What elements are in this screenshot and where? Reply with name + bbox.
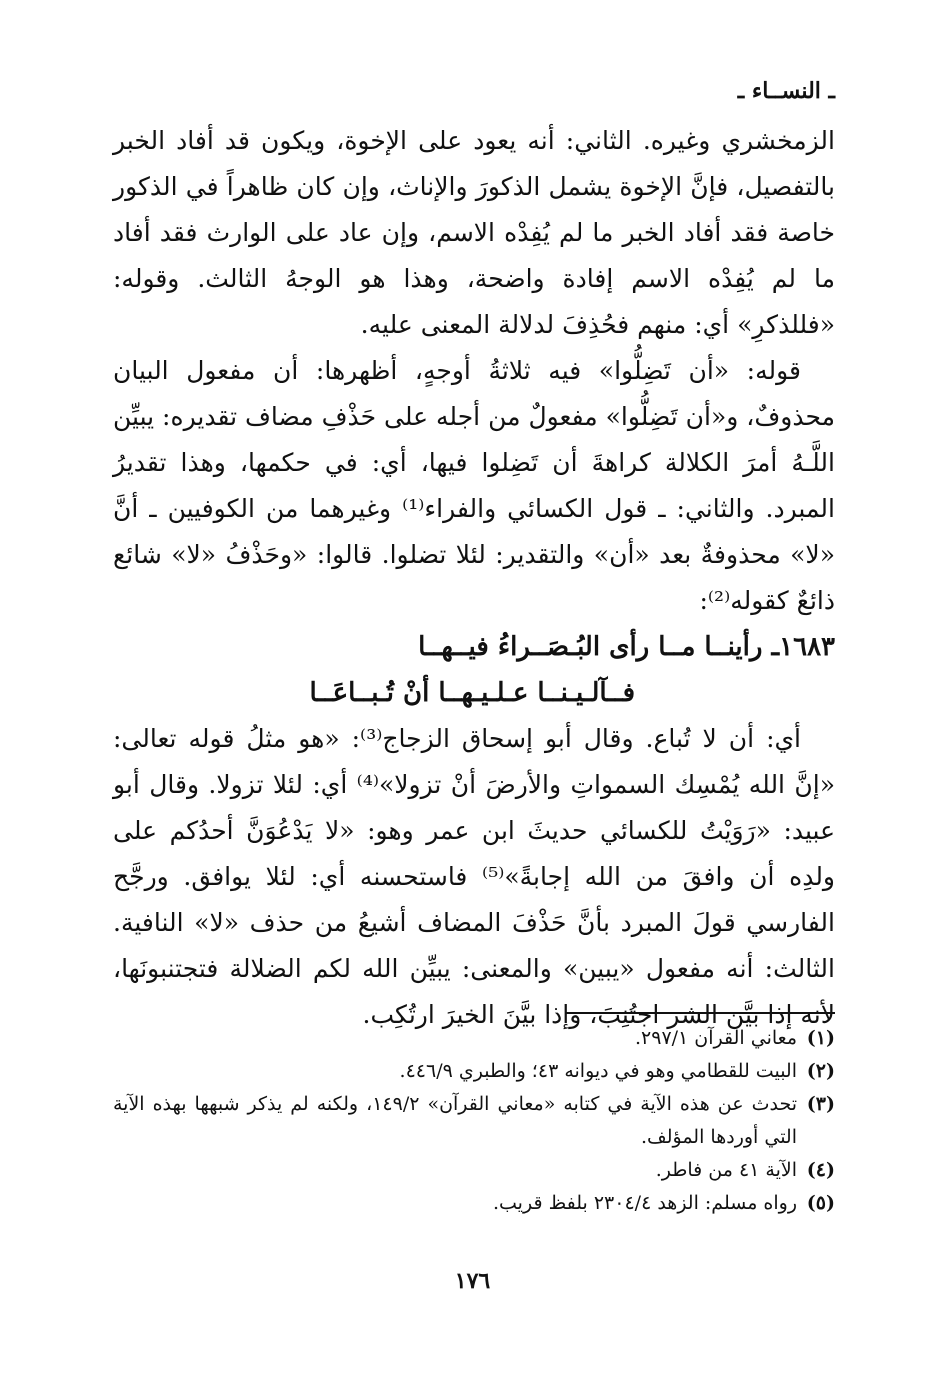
footnote-text: رواه مسلم: الزهد ٢٣٠٤/٤ بلفظ قريب. [492, 1192, 797, 1214]
page-number: ١٧٦ [454, 1268, 491, 1294]
footnote-item [113, 1055, 835, 1088]
footnote-item [113, 1154, 835, 1187]
poetry-verse [113, 624, 835, 716]
footnote-number: (١) [806, 1027, 835, 1049]
footnote-number: (٣) [806, 1093, 835, 1115]
footnote-separator [565, 1012, 835, 1014]
verse-line-1 [113, 624, 835, 670]
footnote-item [113, 1187, 835, 1220]
main-text [113, 118, 835, 1038]
verse-hemistich-1: رأينــا مــا رأى البُـصَــراءُ فيــهــا [418, 632, 763, 662]
footnote-text: الآية ٤١ من فاطر. [655, 1159, 797, 1181]
footnotes [113, 1022, 835, 1220]
footnote-number: (٥) [806, 1192, 835, 1214]
running-header: ـ النســاء ـ [737, 78, 835, 104]
footnote-item [113, 1088, 835, 1154]
footnote-text: معاني القرآن ٢٩٧/١. [634, 1027, 797, 1049]
footnote-text: تحدث عن هذه الآية في كتابه «معاني القرآن» ١٤٩/٢، ولكنه لم يذكر شبهها بهذه الآية التي أوردها المؤلف. [113, 1093, 797, 1148]
footnote-number: (٢) [806, 1060, 835, 1082]
paragraph: الزمخشري وغيره. الثاني: أنه يعود على الإخوة، ويكون قد أفاد الخبر بالتفصيل، فإنَّ الإخوة يشمل الذكورَ والإناث، وإن كان ظاهراً في الذكور خاصة فقد أفاد الخبر ما لم يُفِدْه الاسم، وإن عاد على الوارث فقد أفاد ما لم يُفِدْه الاسم إفادة واضحة، وهذا هو الوجهُ الثالث. وقوله: «فللذكرِ» أي: منهم فحُذِفَ لدلالة المعنى عليه. [113, 126, 835, 339]
paragraph: أي: أن لا تُباع. وقال أبو إسحاق الزجاج⁽³⁾: «هو مثلُ قوله تعالى: «إنَّ الله يُمْسِك السمواتِ والأرضَ أنْ تزولا»⁽⁴⁾ أي: لئلا تزولا. وقال أبو عبيد: «رَوَيْتُ للكسائي حديثَ ابن عمر وهو: «لا يَدْعُوَنَّ أحدُكم على ولدِه أن وافقَ من الله إجابةً»⁽⁵⁾ فاستحسنه أي: لئلا يوافق. ورجَّح الفارسي قولَ المبرد بأنَّ حَذْفَ المضاف أشيعُ من حذف «لا» النافية. الثالث: أنه مفعول «يبين» والمعنى: يبيِّن الله لكم الضلالة فتجتنبونَها، لأنه إذا بيَّن الشر اجتُنِبَ، وإذا بيَّنَ الخيرَ ارتُكِب. [113, 724, 836, 1029]
paragraph: قوله: «أن تَضِلُّوا» فيه ثلاثةُ أوجهٍ، أظهرها: أن مفعول البيان محذوفٌ، و«أن تَضِلُّوا» مفعولٌ من أجله على حَذْفِ مضاف تقديره: يبيِّن اللَّـهُ أمرَ الكلالة كراهةَ أن تَضِلوا فيها، أي: في حكمها، وهذا تقديرُ المبرد. والثاني: ـ قول الكسائي والفراء⁽¹⁾ وغيرهما من الكوفيين ـ أنَّ «لا» محذوفةٌ بعد «أن» والتقدير: لئلا تضلوا. قالوا: «وحَذْفُ «لا» شائع ذائعٌ كقوله⁽²⁾: [113, 356, 835, 615]
footnote-number: (٤) [806, 1159, 835, 1181]
footnote-text: البيت للقطامي وهو في ديوانه ٤٣؛ والطبري ٤٤٦/٩. [399, 1060, 797, 1082]
verse-number: ١٦٨٣ـ [771, 632, 835, 662]
verse-hemistich-2: فــآلـيـنــا عـلـيـهــا أنْ تُـبــاعَــا [309, 678, 635, 708]
footnote-item [113, 1022, 835, 1055]
